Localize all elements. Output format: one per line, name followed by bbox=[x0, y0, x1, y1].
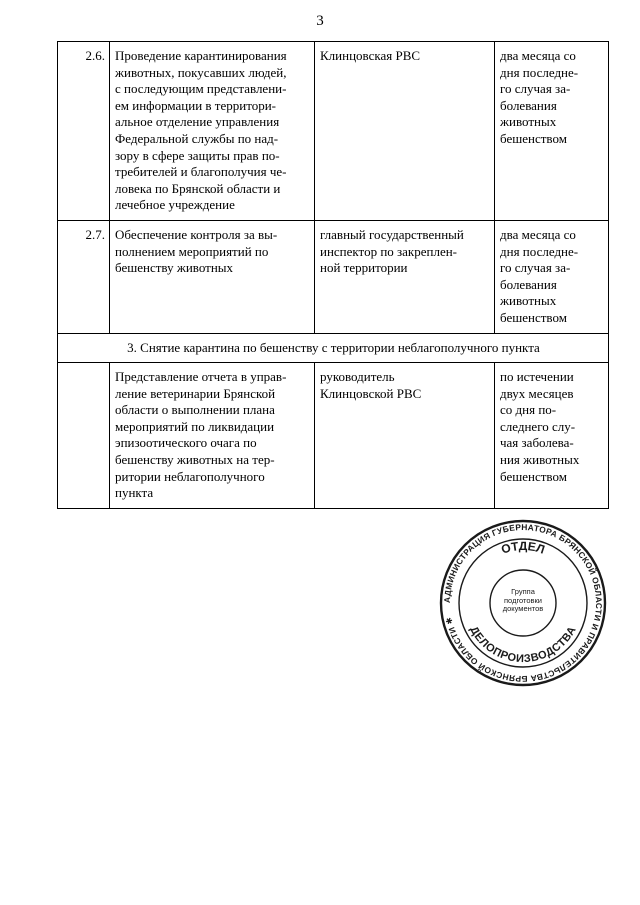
term-text: два месяца со дня последне- го случая за- болевания животных бешенством bbox=[500, 48, 579, 146]
measure-cell bbox=[110, 220, 315, 333]
responsible-text: Клинцовская РВС bbox=[320, 48, 421, 63]
section-heading-row bbox=[58, 333, 609, 363]
term-cell bbox=[495, 220, 609, 333]
term-cell bbox=[495, 42, 609, 221]
table-row bbox=[58, 363, 609, 509]
measures-table bbox=[57, 41, 609, 509]
term-text: два месяца со дня последне- го случая за- болевания животных бешенством bbox=[500, 226, 579, 325]
svg-text:ДЕЛОПРОИЗВОДСТВА bbox=[467, 624, 579, 665]
office-stamp bbox=[438, 518, 608, 688]
table-row bbox=[58, 42, 609, 221]
svg-text:ОТДЕЛ bbox=[500, 539, 547, 557]
row-number bbox=[58, 363, 110, 509]
responsible-cell bbox=[315, 363, 495, 509]
stamp-dept-line1: ОТДЕЛ bbox=[499, 538, 547, 557]
responsible-text: главный государственный инспектор по закреплен- ной территории bbox=[320, 226, 464, 276]
term-cell bbox=[495, 363, 609, 509]
row-number: 2.6. bbox=[58, 42, 110, 221]
stamp-outer-text: АДМИНИСТРАЦИЯ ГУБЕРНАТОРА БРЯНСКОЙ ОБЛАСТИ И ПРАВИТЕЛЬСТВА БРЯНСКОЙ ОБЛАСТИ ✱ bbox=[441, 521, 605, 685]
measure-text: Обеспечение контроля за вы- полнением мероприятий по бешенству животных bbox=[115, 226, 278, 276]
measure-text: Представление отчета в управ- ление ветеринарии Брянской области о выполнении плана мероприятий по ликвидации эпизоотического очага по бешенству животных на тер- ритории неблагополучного пункта bbox=[115, 369, 287, 501]
measure-cell bbox=[110, 42, 315, 221]
measure-cell bbox=[110, 363, 315, 509]
section-heading: 3. Снятие карантина по бешенству с территории неблагополучного пункта bbox=[58, 333, 609, 363]
responsible-text: руководитель Клинцовской РВС bbox=[320, 369, 422, 401]
table-row bbox=[58, 220, 609, 333]
row-number: 2.7. bbox=[58, 220, 110, 333]
responsible-cell bbox=[315, 42, 495, 221]
measure-text: Проведение карантинирования животных, покусавших людей, с последующим представлени- ем информации в территори- альное отделение управления Федеральной службы по над- зору в сфере защиты прав по- требителей и благополучия че- ловека по Брянской области и лечебное учреждение bbox=[115, 48, 287, 213]
stamp-dept-line2: ДЕЛОПРОИЗВОДСТВА bbox=[467, 624, 579, 666]
page-number: 3 bbox=[316, 13, 324, 29]
responsible-cell bbox=[315, 220, 495, 333]
stamp-center-text: Группа подготовки документов bbox=[502, 587, 544, 613]
term-text: по истечении двух месяцев со дня по- следнего слу- чая заболева- ния животных бешенством bbox=[500, 369, 580, 484]
